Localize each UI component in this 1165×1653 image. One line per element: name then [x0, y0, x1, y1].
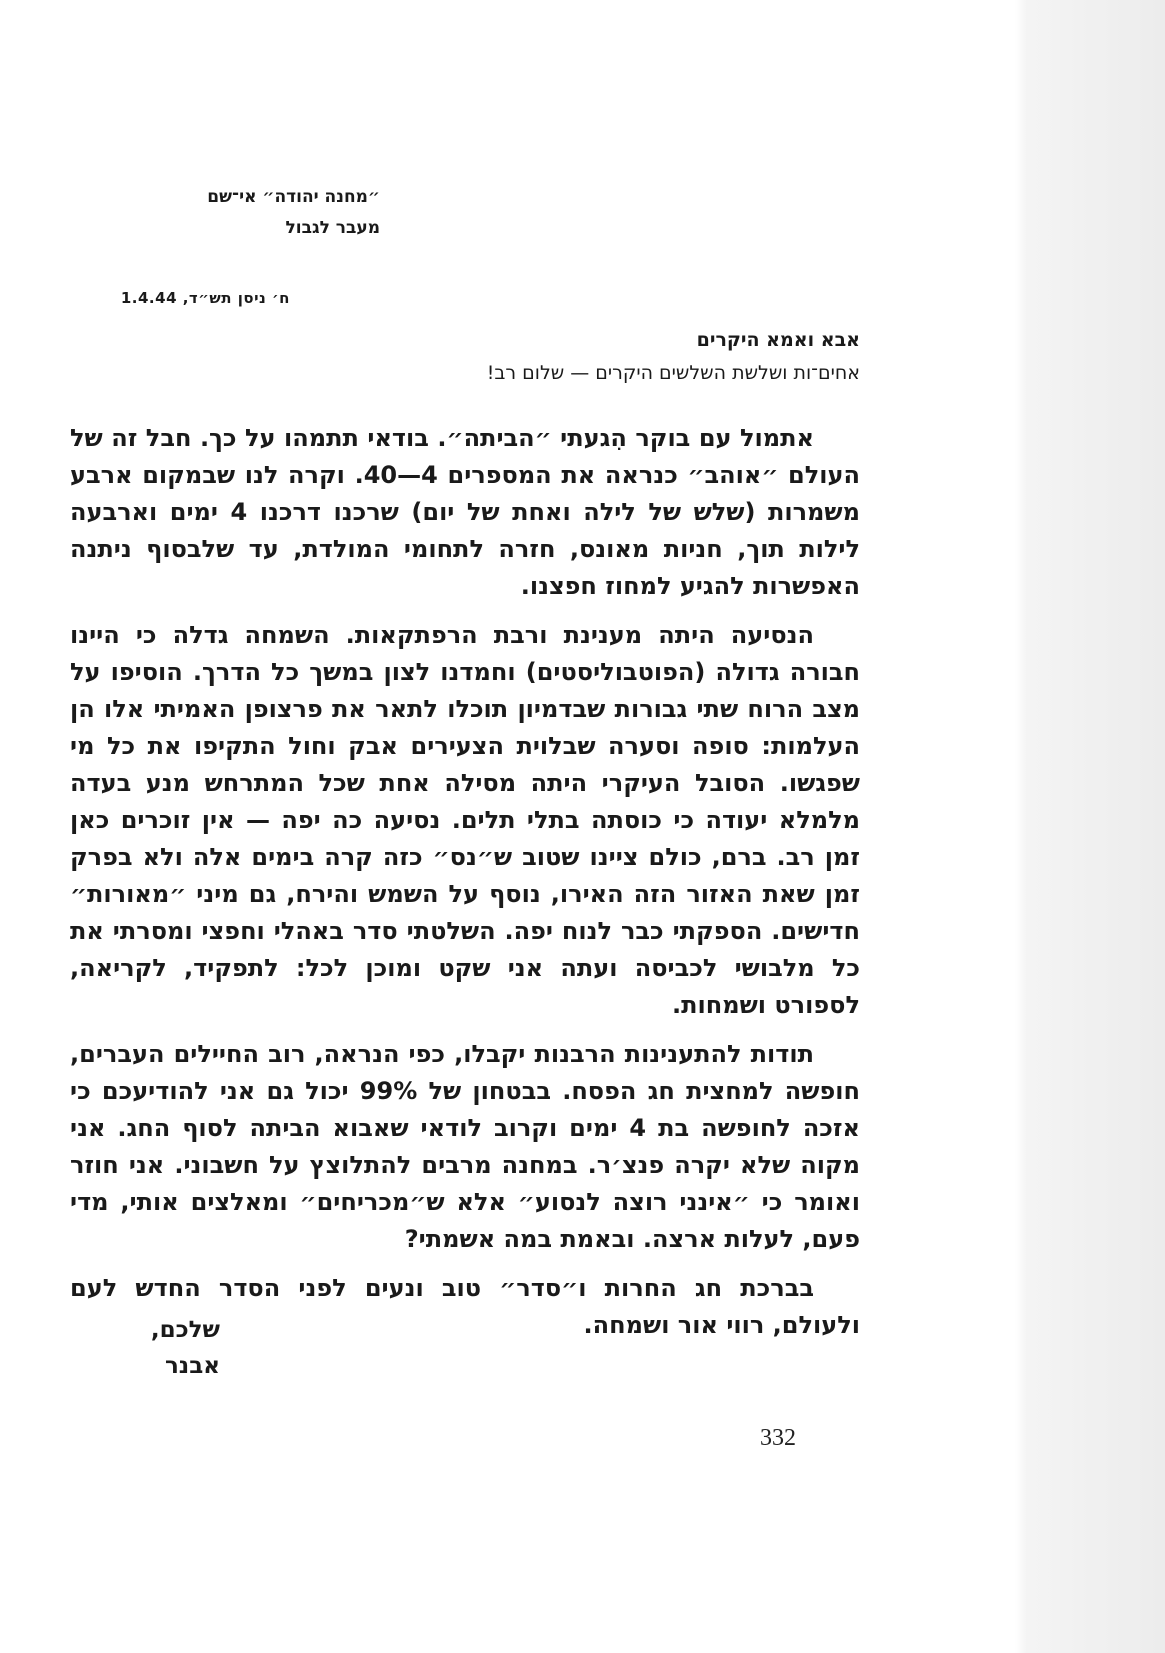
signer-name: אבנר: [164, 1353, 220, 1379]
salutation-siblings: אחים־ות ושלשת השלשים היקרים — שלום רב!: [486, 362, 860, 384]
letter-page: [70, 0, 860, 1653]
letter-header: [180, 182, 380, 244]
salutation: [70, 324, 860, 390]
camp-location: מעבר לגבול: [285, 218, 380, 238]
closing-word: שלכם,: [150, 1317, 220, 1343]
signature-block: [70, 1312, 220, 1384]
paragraph-leave: תודות להתענינות הרבנות יקבלו, כפי הנראה, רוב החיילים העברים, חופשה למחצית חג הפסח. בבטחון של 99% יכול גם אני להודיעכם כי אזכה לחופשה בת 4 ימים וקרוב לודאי שאבוא הביתה לסוף החג. אני מקוה שלא יקרה פנצ׳ר. במחנה מרבים להתלוצץ על חשבוני. אני חוזר ואומר כי ״אינני רוצה לנסוע״ אלא ש״מכריחים״ ומאלצים אותי, מדי פעם, לעלות ארצה. ובאמת במה אשמתי?: [70, 1040, 860, 1253]
paragraph-arrival: אתמול עם בוקר הִגעתי ״הביתה״. בודאי תתמהו על כך. חבל זה של העולם ״אוהב״ כנראה את המספרים 4—40. וקרה לנו שבמקום ארבע משמרות (שלש של לילה ואחת של יום) שרכנו דרכנו 4 ימים וארבעה לילות תוך, חניות מאונס, חזרה לתחומי המולדת, עד שלבסוף ניתנה האפשרות להגיע למחוז חפצנו.: [70, 424, 861, 600]
page-number: 332: [760, 1425, 796, 1451]
camp-name: ״מחנה יהודה״ אי־שם: [207, 187, 380, 207]
scan-page-edge: [1015, 0, 1165, 1653]
letter-date: ח׳ ניסן תש״ד, 1.4.44: [120, 289, 290, 307]
paragraph-journey: הנסיעה היתה מענינת ורבת הרפתקאות. השמחה גדלה כי היינו חבורה גדולה (הפוטבוליסטים) וחמדנו לצון במשך כל הדרך. הוסיפו על מצב הרוח שתי גבורות שבדמיון תוכלו לתאר את פרצופן האמיתי אלו הן העלמות: סופה וסערה שבלוית הצעירים אבק וחול התקיפו את כל מי שפגשו. הסובל העיקרי היתה מסילה אחת שכל המתרחש מנע בעדה מלמלא יעודה כי כוסתה בתלי תלים. נסיעה כה יפה — אין זוכרים כאן זמן רב. ברם, כולם ציינו שטוב ש״נס״ כזה קרה בימים אלה ולא בפרק זמן שאת האזור הזה האירו, נוסף על השמש והירח, גם מיני ״מאורות״ חדישים. הספקתי כבר לנוח יפה. השלטתי סדר באהלי וחפצי ומסרתי את כל מלבושי לכביסה ועתה אני שקט ומוכן לכל: לתפקיד, לקריאה, לספורט ושמחות.: [70, 621, 860, 1019]
letter-body: [70, 420, 860, 1356]
paragraph-blessing: בברכת חג החרות ו״סדר״ טוב ונעים לפני הסדר החדש לעם ולעולם, רווי אור ושמחה.: [70, 1274, 860, 1339]
salutation-parents: אבא ואמא היקרים: [696, 329, 860, 351]
